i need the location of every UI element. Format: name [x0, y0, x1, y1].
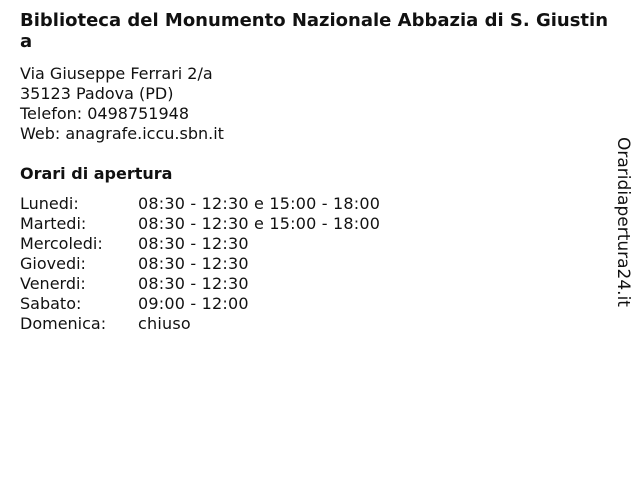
- opening-hours-table: [20, 194, 380, 334]
- day-label: Mercoledi:: [20, 234, 103, 253]
- phone-number: Telefon: 0498751948: [20, 104, 190, 123]
- hours-row-sunday: [20, 314, 380, 334]
- hours-row-friday: [20, 274, 380, 294]
- day-label: Domenica:: [20, 314, 107, 333]
- address-block: [20, 64, 224, 144]
- time-value: 08:30 - 12:30: [138, 274, 249, 293]
- hours-row-thursday: [20, 254, 380, 274]
- time-value: chiuso: [138, 314, 191, 333]
- website: Web: anagrafe.iccu.sbn.it: [20, 124, 224, 143]
- day-label: Martedi:: [20, 214, 87, 233]
- hours-row-tuesday: [20, 214, 380, 234]
- time-value: 08:30 - 12:30 e 15:00 - 18:00: [138, 214, 381, 233]
- day-label: Sabato:: [20, 294, 82, 313]
- day-label: Giovedi:: [20, 254, 86, 273]
- city-postal-code: 35123 Padova (PD): [20, 84, 174, 103]
- hours-row-monday: [20, 194, 380, 214]
- hours-row-wednesday: [20, 234, 380, 254]
- library-name: Biblioteca del Monumento Nazionale Abbazia di S. Giustina: [20, 10, 609, 52]
- hours-row-saturday: [20, 294, 380, 314]
- time-value: 08:30 - 12:30: [138, 234, 249, 253]
- site-watermark: Oraridiapertura24.it: [613, 137, 633, 307]
- opening-hours-title: Orari di apertura: [20, 164, 173, 183]
- time-value: 08:30 - 12:30 e 15:00 - 18:00: [138, 194, 381, 213]
- day-label: Venerdi:: [20, 274, 86, 293]
- time-value: 09:00 - 12:00: [138, 294, 249, 313]
- day-label: Lunedi:: [20, 194, 79, 213]
- street-address: Via Giuseppe Ferrari 2/a: [20, 64, 213, 83]
- time-value: 08:30 - 12:30: [138, 254, 249, 273]
